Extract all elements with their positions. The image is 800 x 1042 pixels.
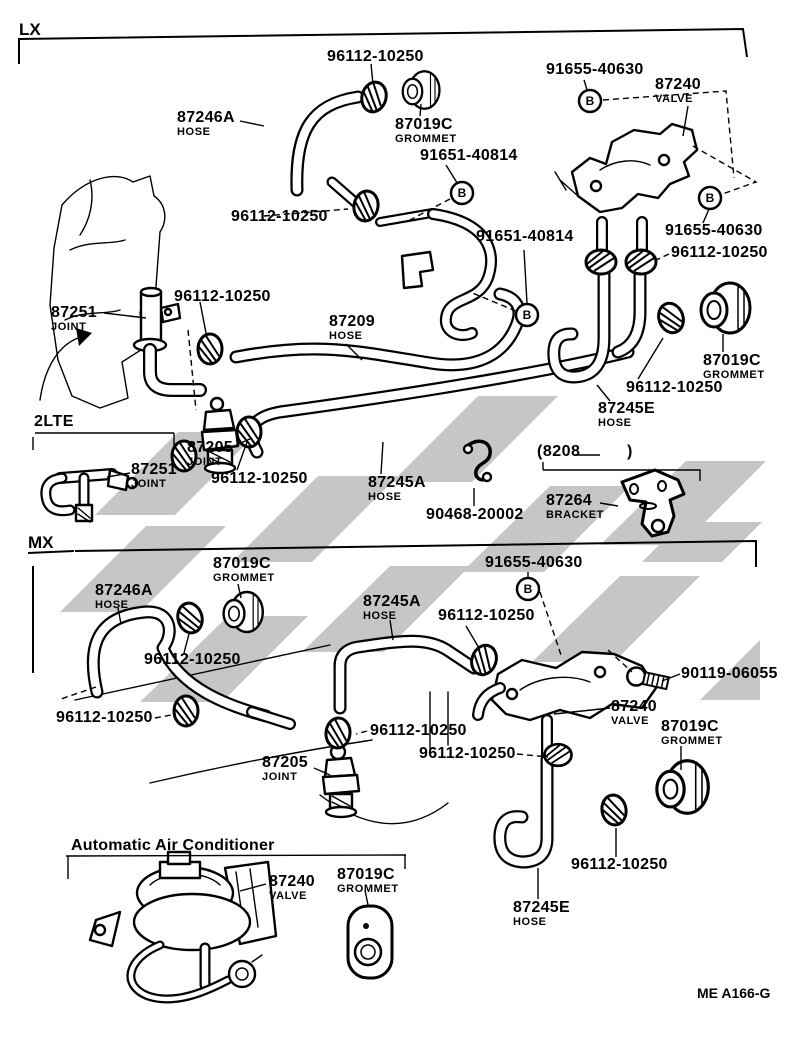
part-number: 87240: [655, 76, 701, 93]
part-label: [174, 289, 271, 305]
part-kind: GROMMET: [395, 133, 457, 145]
part-number: 87019C: [337, 866, 395, 883]
part-kind: HOSE: [363, 610, 397, 622]
part-number: 96112-10250: [144, 651, 241, 668]
part-label: [144, 652, 241, 668]
bolt-b-icon: B: [457, 186, 467, 200]
drawing-code: ME A166-G: [697, 985, 771, 1001]
part-number: Automatic Air Conditioner: [71, 837, 275, 854]
part-kind: GROMMET: [703, 369, 765, 381]
bolt-b-icon: B: [705, 191, 715, 205]
part-number: 87246A: [95, 582, 153, 599]
part-number: 91651-40814: [420, 147, 518, 164]
part-number: 96112-10250: [671, 244, 768, 261]
part-kind: BRACKET: [546, 509, 604, 521]
part-number: 90468-20002: [426, 506, 524, 523]
part-label: [611, 699, 657, 727]
part-label: [51, 305, 97, 333]
part-label: [671, 245, 768, 261]
part-label: [131, 462, 177, 490]
part-label: [655, 77, 701, 105]
part-number: 87246A: [177, 109, 235, 126]
part-number: (8208: [537, 443, 581, 460]
part-number: 87245A: [363, 593, 421, 610]
note-label: [71, 838, 275, 854]
part-number: 87251: [131, 461, 177, 478]
part-kind: JOINT: [262, 771, 298, 783]
part-label: [598, 401, 655, 429]
part-label: [327, 49, 424, 65]
part-kind: GROMMET: [337, 883, 399, 895]
part-kind: GROMMET: [213, 572, 275, 584]
part-label: [571, 857, 668, 873]
part-label: [370, 723, 467, 739]
part-label: [485, 555, 583, 571]
part-number: 96112-10250: [56, 709, 153, 726]
part-kind: JOINT: [187, 456, 223, 468]
part-number: 91655-40630: [546, 61, 644, 78]
part-number: 87019C: [703, 352, 761, 369]
part-label: [368, 475, 426, 503]
part-label: [681, 666, 778, 682]
part-kind: VALVE: [611, 715, 650, 727]
part-number: 87245A: [368, 474, 426, 491]
part-number: 91651-40814: [476, 228, 574, 245]
part-kind: HOSE: [177, 126, 211, 138]
part-label: [211, 471, 308, 487]
bolt-b-icon: B: [522, 308, 532, 322]
part-label: [363, 594, 421, 622]
part-kind: HOSE: [329, 330, 363, 342]
part-number: 91655-40630: [665, 222, 763, 239]
note-label: [34, 414, 74, 430]
part-number: 87205: [187, 439, 233, 456]
part-label: [269, 874, 315, 902]
part-label: [476, 229, 574, 245]
part-kind: VALVE: [655, 93, 694, 105]
part-number: 96112-10250: [571, 856, 668, 873]
part-number: 87245E: [513, 899, 570, 916]
part-kind: HOSE: [513, 916, 547, 928]
bolt-b-icon: B: [523, 582, 533, 596]
part-label: [187, 440, 233, 468]
part-label: [513, 900, 570, 928]
part-label: [395, 117, 457, 145]
part-label: [665, 223, 763, 239]
part-number: 87019C: [661, 718, 719, 735]
part-number: 87209: [329, 313, 375, 330]
part-number: 96112-10250: [231, 208, 328, 225]
section-tag-mx: MX: [28, 533, 54, 552]
part-number: 87251: [51, 304, 97, 321]
part-kind: VALVE: [269, 890, 308, 902]
part-number: ): [627, 443, 633, 460]
part-label: [56, 710, 153, 726]
part-label: [231, 209, 328, 225]
part-label: [546, 493, 604, 521]
part-number: 96112-10250: [327, 48, 424, 65]
part-number: 96112-10250: [211, 470, 308, 487]
part-label: [177, 110, 235, 138]
part-label: [419, 746, 516, 762]
part-number: 87019C: [395, 116, 453, 133]
note-label: [627, 444, 633, 460]
part-kind: JOINT: [51, 321, 87, 333]
part-label: [438, 608, 535, 624]
part-number: 87240: [611, 698, 657, 715]
part-kind: HOSE: [95, 599, 129, 611]
part-number: 96112-10250: [626, 379, 723, 396]
part-kind: HOSE: [598, 417, 632, 429]
part-number: 87264: [546, 492, 592, 509]
part-number: 96112-10250: [174, 288, 271, 305]
part-label: [329, 314, 375, 342]
part-number: 2LTE: [34, 413, 74, 430]
part-number: 87245E: [598, 400, 655, 417]
part-label: [546, 62, 644, 78]
part-kind: JOINT: [131, 478, 167, 490]
part-number: 87205: [262, 754, 308, 771]
part-number: 87019C: [213, 555, 271, 572]
part-label: [262, 755, 308, 783]
note-label: [537, 444, 580, 460]
part-label: [420, 148, 518, 164]
part-number: 96112-10250: [370, 722, 467, 739]
part-label: [426, 507, 524, 523]
part-kind: HOSE: [368, 491, 402, 503]
part-label: [626, 380, 723, 396]
part-number: 96112-10250: [438, 607, 535, 624]
part-label: [661, 719, 723, 747]
section-tag-lx: LX: [19, 20, 41, 39]
part-label: [703, 353, 765, 381]
part-number: 96112-10250: [419, 745, 516, 762]
part-label: [213, 556, 275, 584]
part-number: 91655-40630: [485, 554, 583, 571]
part-number: 87240: [269, 873, 315, 890]
bolt-b-icon: B: [585, 94, 595, 108]
part-label: [95, 583, 153, 611]
part-label: [337, 867, 399, 895]
part-kind: GROMMET: [661, 735, 723, 747]
part-number: 90119-06055: [681, 665, 778, 682]
